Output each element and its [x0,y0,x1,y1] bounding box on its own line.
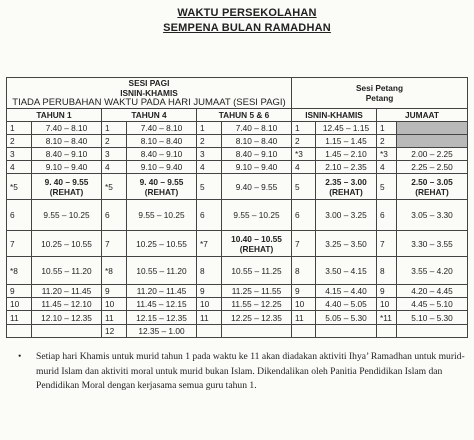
slot-number: 8 [197,257,222,285]
slot-time: 10.55 – 11.25 [222,257,292,285]
slot-time-rehat [32,174,102,200]
slot-time: 10.25 – 10.55 [32,231,102,257]
slot-time: 9. 40 – 9.55 [139,176,184,187]
rehat-label: (REHAT) [239,243,274,254]
table-row [7,231,468,257]
table-row [7,311,468,325]
rehat-label: (REHAT) [415,186,449,197]
slot-time: 10.55 – 11.20 [32,257,102,285]
table-row [7,325,468,338]
slot-number: 9 [102,285,127,298]
slot-number: 10 [377,298,397,311]
slot-number: 5 [292,174,316,200]
table-row [7,161,468,174]
slot-number: 8 [292,257,316,285]
slot-number: 3 [197,148,222,161]
slot-number: 4 [102,161,127,174]
slot-time-rehat [316,174,377,200]
table-row [7,257,468,285]
col-isnin-khamis: ISNIN-KHAMIS [292,109,377,122]
slot-time: 8.40 – 9.10 [32,148,102,161]
rehat-label: (REHAT) [49,186,84,197]
slot-number: 10 [102,298,127,311]
slot-time: 10.55 – 11.20 [127,257,197,285]
slot-number: 2 [7,135,32,148]
slot-time: 3.50 – 4.15 [316,257,377,285]
slot-number: 4 [197,161,222,174]
table-row [7,135,468,148]
col-jumaat: JUMAAT [377,109,468,122]
slot-number: 9 [197,285,222,298]
slot-number: *5 [102,174,127,200]
slot-time: 1.15 – 1.45 [316,135,377,148]
slot-time: 8.10 – 8.40 [32,135,102,148]
slot-time: 9.55 – 10.25 [32,200,102,231]
sesi-pagi-days: ISNIN-KHAMIS [120,88,178,98]
slot-number: 7 [292,231,316,257]
slot-time: 9.55 – 10.25 [222,200,292,231]
slot-time: 8.10 – 8.40 [222,135,292,148]
slot-number: 2 [102,135,127,148]
slot-number: 11 [102,311,127,325]
slot-time: 11.20 – 11.45 [127,285,197,298]
slot-empty [222,325,292,338]
slot-number: 10 [197,298,222,311]
slot-time: 12.25 – 12.35 [222,311,292,325]
slot-number: 9 [292,285,316,298]
slot-number: 7 [377,231,397,257]
slot-time: 4.20 – 4.45 [397,285,468,298]
slot-number: 9 [377,285,397,298]
slot-time: 11.45 – 12.10 [32,298,102,311]
slot-number: 12 [102,325,127,338]
slot-number: 9 [7,285,32,298]
slot-time: 9.40 – 9.55 [222,174,292,200]
col-tahun56: TAHUN 5 & 6 [197,109,292,122]
slot-time: 5.10 – 5.30 [397,311,468,325]
slot-time: 12.45 – 1.15 [316,122,377,135]
slot-time: 3.55 – 4.20 [397,257,468,285]
slot-number: 7 [7,231,32,257]
slot-time: 9. 40 – 9.55 [44,176,89,187]
slot-number: *8 [102,257,127,285]
table-row [7,148,468,161]
slot-time: 10.25 – 10.55 [127,231,197,257]
slot-number: 6 [377,200,397,231]
header-row-session [7,78,468,109]
slot-time: 7.40 – 8.10 [222,122,292,135]
slot-number: 1 [102,122,127,135]
slot-time: 3.00 – 3.25 [316,200,377,231]
slot-time: 7.40 – 8.10 [32,122,102,135]
slot-number: 8 [377,257,397,285]
rehat-label: (REHAT) [144,186,179,197]
table-row [7,122,468,135]
slot-number: 7 [102,231,127,257]
slot-number: *3 [292,148,316,161]
sesi-pagi-label: SESI PAGI [128,78,170,88]
slot-number: 5 [377,174,397,200]
bullet-icon: • [18,351,22,362]
slot-time: 11.45 – 12.15 [127,298,197,311]
slot-time: 9.55 – 10.25 [127,200,197,231]
slot-number: 10 [292,298,316,311]
slot-time: 8.40 – 9.10 [222,148,292,161]
header-row-columns [7,109,468,122]
slot-time: 1.45 – 2.10 [316,148,377,161]
table-row [7,174,468,200]
slot-number: 11 [292,311,316,325]
slot-number: *3 [377,148,397,161]
col-tahun4: TAHUN 4 [102,109,197,122]
slot-time: 2.50 – 3.05 [411,176,453,187]
slot-time: 9.10 – 9.40 [127,161,197,174]
slot-number: 4 [377,161,397,174]
slot-number: 6 [7,200,32,231]
note-block [18,350,466,394]
slot-time-rehat [127,174,197,200]
rehat-label: (REHAT) [329,186,363,197]
slot-time: 4.15 – 4.40 [316,285,377,298]
slot-number: 2 [197,135,222,148]
slot-number: 4 [292,161,316,174]
slot-time: 11.20 – 11.45 [32,285,102,298]
sesi-petang-sub: Petang [365,93,394,103]
table-row [7,298,468,311]
slot-number: 11 [197,311,222,325]
slot-number: 1 [7,122,32,135]
slot-empty [197,325,222,338]
slot-time: 3.30 – 3.55 [397,231,468,257]
table-row [7,285,468,298]
slot-empty [397,135,468,148]
slot-number: 10 [7,298,32,311]
slot-number: 6 [102,200,127,231]
slot-number: 4 [7,161,32,174]
table-row [7,200,468,231]
note-text: Setiap hari Khamis untuk murid tahun 1 pada waktu ke 11 akan diadakan aktiviti Ihya’ Ramadhan untuk murid-murid Islam dan aktiviti moral untuk murid bukan Islam. Dikendalikan oleh Panitia Pendidikan Islam dan Pendidikan Moral dengan kerjasama semua guru tahun 1. [36,351,465,391]
slot-time: 9.10 – 9.40 [222,161,292,174]
slot-time: 12.15 – 12.35 [127,311,197,325]
col-tahun1: TAHUN 1 [7,109,102,122]
slot-number: 1 [197,122,222,135]
slot-time: 4.40 – 5.05 [316,298,377,311]
slot-time: 8.40 – 9.10 [127,148,197,161]
slot-time: 4.45 – 5.10 [397,298,468,311]
slot-number: 1 [292,122,316,135]
slot-number: 6 [292,200,316,231]
sesi-petang-label: Sesi Petang [356,83,404,93]
document-subtitle: SEMPENA BULAN RAMADHAN [163,22,331,34]
slot-empty [32,325,102,338]
slot-number: 3 [102,148,127,161]
slot-time: 7.40 – 8.10 [127,122,197,135]
slot-time: 9.10 – 9.40 [32,161,102,174]
slot-number: *5 [7,174,32,200]
slot-number: *11 [377,311,397,325]
slot-number: 3 [7,148,32,161]
slot-number: 2 [377,135,397,148]
slot-number: 2 [292,135,316,148]
slot-time-rehat [222,231,292,257]
slot-empty [377,325,397,338]
slot-time: 5.05 – 5.30 [316,311,377,325]
sesi-pagi-header [7,78,292,109]
sesi-pagi-note: TIADA PERUBAHAN WAKTU PADA HARI JUMAAT (SESI PAGI) [12,97,286,108]
slot-time: 10.40 – 10.55 [231,233,282,244]
slot-time: 2.25 – 2.50 [397,161,468,174]
slot-empty [292,325,316,338]
slot-empty [316,325,377,338]
slot-time: 8.10 – 8.40 [127,135,197,148]
slot-empty [397,325,468,338]
slot-time-rehat [397,174,468,200]
slot-time: 2.35 – 3.00 [325,176,367,187]
slot-empty [397,122,468,135]
slot-number: *7 [197,231,222,257]
slot-time: 2.00 – 2.25 [397,148,468,161]
slot-number: 1 [377,122,397,135]
slot-number: *8 [7,257,32,285]
slot-time: 3.05 – 3.30 [397,200,468,231]
slot-number: 6 [197,200,222,231]
slot-time: 11.25 – 11.55 [222,285,292,298]
slot-number: 11 [7,311,32,325]
slot-time: 12.35 – 1.00 [127,325,197,338]
slot-time: 2.10 – 2.35 [316,161,377,174]
slot-time: 3.25 – 3.50 [316,231,377,257]
slot-time: 12.10 – 12.35 [32,311,102,325]
slot-time: 11.55 – 12.25 [222,298,292,311]
slot-empty [7,325,32,338]
sesi-petang-header [292,78,468,109]
slot-number: 5 [197,174,222,200]
schedule-table [6,77,468,338]
document-title: WAKTU PERSEKOLAHAN [177,7,317,19]
